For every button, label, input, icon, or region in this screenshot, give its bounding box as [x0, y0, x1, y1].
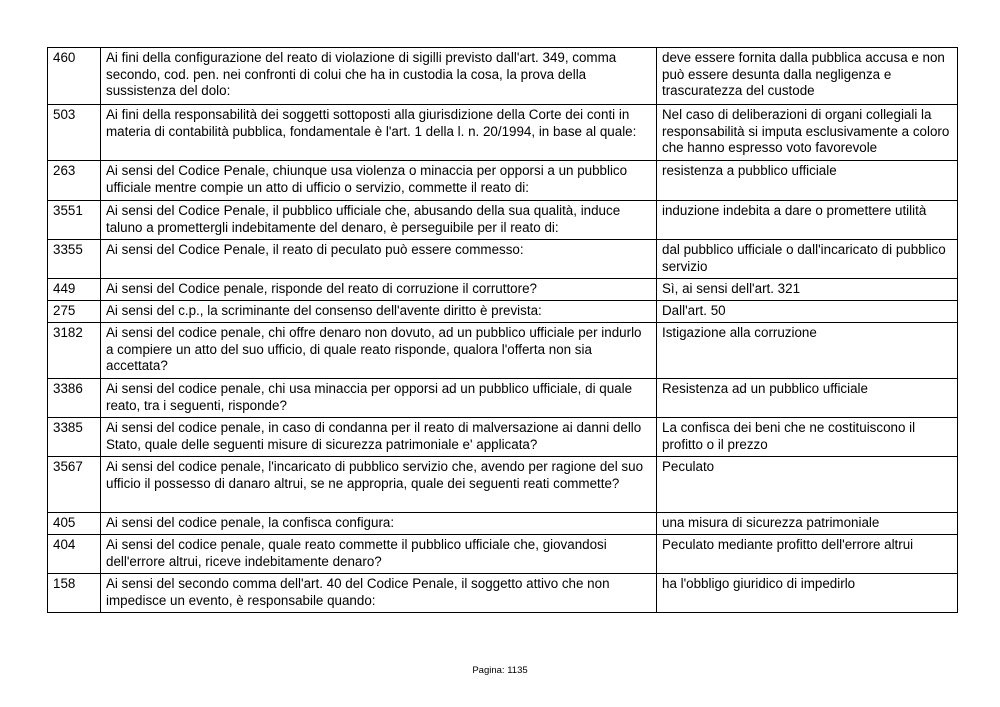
question-text: Ai sensi del codice penale, la confisca configura: [101, 513, 657, 535]
answer-text: una misura di sicurezza patrimoniale [657, 513, 958, 535]
question-text: Ai sensi del codice penale, quale reato commette il pubblico ufficiale che, giovandosi dell'errore altrui, riceve indebitamente denaro? [101, 535, 657, 574]
question-id: 3567 [48, 457, 101, 513]
answer-text: Peculato [657, 457, 958, 513]
answer-text: Nel caso di deliberazioni di organi collegiali la responsabilità si imputa esclusivamente a coloro che hanno espresso voto favorevole [657, 105, 958, 161]
answer-text: deve essere fornita dalla pubblica accusa e non può essere desunta dalla negligenza e trascuratezza del custode [657, 48, 958, 105]
question-id: 3355 [48, 240, 101, 279]
page-number: Pagina: 1135 [472, 665, 528, 676]
answer-text: Istigazione alla corruzione [657, 323, 958, 379]
question-id: 3386 [48, 379, 101, 418]
answer-text: induzione indebita a dare o promettere utilità [657, 201, 958, 240]
question-text: Ai sensi del codice penale, chi offre denaro non dovuto, ad un pubblico ufficiale per indurlo a compiere un atto del suo ufficio, di quale reato risponde, qualora l'offerta non sia accettata? [101, 323, 657, 379]
table-row [48, 513, 958, 535]
question-id: 158 [48, 574, 101, 613]
table-row [48, 201, 958, 240]
table-row [48, 301, 958, 323]
table-row [48, 48, 958, 105]
question-id: 275 [48, 301, 101, 323]
question-id: 3182 [48, 323, 101, 379]
question-text: Ai fini della configurazione del reato di violazione di sigilli previsto dall'art. 349, comma secondo, cod. pen. nei confronti di colui che ha in custodia la cosa, la prova della sussistenza del dolo: [101, 48, 657, 105]
question-text: Ai sensi del secondo comma dell'art. 40 del Codice Penale, il soggetto attivo che non impedisce un evento, è responsabile quando: [101, 574, 657, 613]
question-id: 404 [48, 535, 101, 574]
questions-table [47, 47, 958, 613]
question-id: 3551 [48, 201, 101, 240]
question-id: 460 [48, 48, 101, 105]
question-id: 3385 [48, 418, 101, 457]
table-row [48, 161, 958, 201]
question-id: 263 [48, 161, 101, 201]
table-row [48, 574, 958, 613]
answer-text: Sì, ai sensi dell'art. 321 [657, 279, 958, 301]
table-row [48, 457, 958, 513]
question-id: 405 [48, 513, 101, 535]
table-row [48, 379, 958, 418]
question-text: Ai sensi del codice penale, in caso di condanna per il reato di malversazione ai danni dello Stato, quale delle seguenti misure di sicurezza patrimoniale e' applicata? [101, 418, 657, 457]
question-text: Ai sensi del codice penale, l'incaricato di pubblico servizio che, avendo per ragione del suo ufficio il possesso di danaro altrui, se ne appropria, quale dei seguenti reati commette? [101, 457, 657, 513]
table-row [48, 535, 958, 574]
table-row [48, 105, 958, 161]
question-id: 449 [48, 279, 101, 301]
answer-text: dal pubblico ufficiale o dall'incaricato di pubblico servizio [657, 240, 958, 279]
answer-text: resistenza a pubblico ufficiale [657, 161, 958, 201]
answer-text: Peculato mediante profitto dell'errore altrui [657, 535, 958, 574]
answer-text: Resistenza ad un pubblico ufficiale [657, 379, 958, 418]
question-text: Ai sensi del Codice Penale, chiunque usa violenza o minaccia per opporsi a un pubblico ufficiale mentre compie un atto di ufficio o servizio, commette il reato di: [101, 161, 657, 201]
question-text: Ai sensi del Codice penale, risponde del reato di corruzione il corruttore? [101, 279, 657, 301]
question-id: 503 [48, 105, 101, 161]
table-row [48, 418, 958, 457]
question-text: Ai fini della responsabilità dei soggetti sottoposti alla giurisdizione della Corte dei conti in materia di contabilità pubblica, fondamentale è l'art. 1 della l. n. 20/1994, in base al quale: [101, 105, 657, 161]
table-row [48, 279, 958, 301]
question-text: Ai sensi del Codice Penale, il pubblico ufficiale che, abusando della sua qualità, induce taluno a promettergli indebitamente del denaro, è perseguibile per il reato di: [101, 201, 657, 240]
table-row [48, 240, 958, 279]
answer-text: Dall'art. 50 [657, 301, 958, 323]
answer-text: La confisca dei beni che ne costituiscono il profitto o il prezzo [657, 418, 958, 457]
table-row [48, 323, 958, 379]
answer-text: ha l'obbligo giuridico di impedirlo [657, 574, 958, 613]
question-text: Ai sensi del c.p., la scriminante del consenso dell'avente diritto è prevista: [101, 301, 657, 323]
question-text: Ai sensi del Codice Penale, il reato di peculato può essere commesso: [101, 240, 657, 279]
question-text: Ai sensi del codice penale, chi usa minaccia per opporsi ad un pubblico ufficiale, di quale reato, tra i seguenti, risponde? [101, 379, 657, 418]
